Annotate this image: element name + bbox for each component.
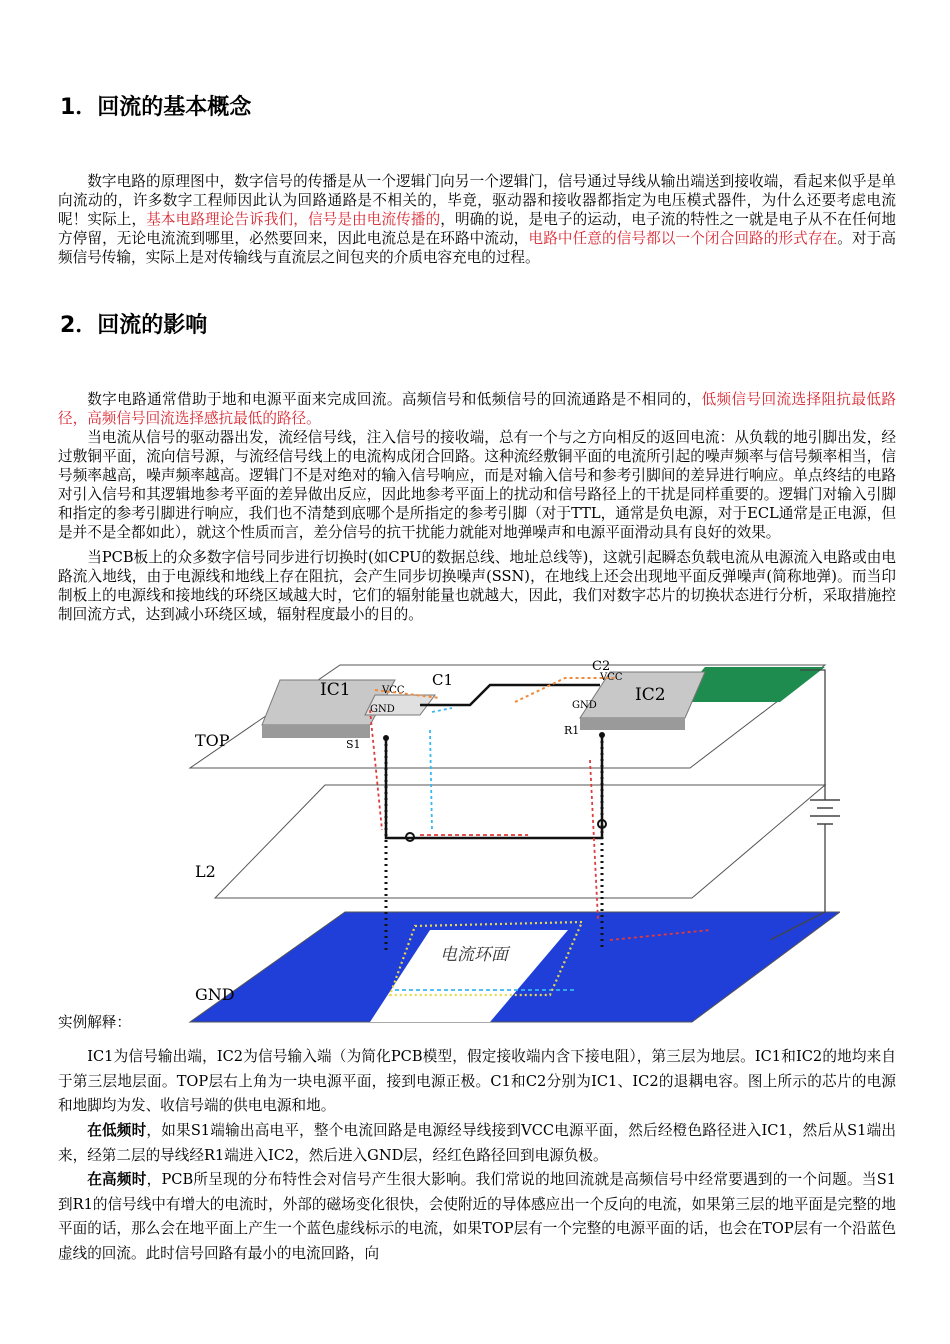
l2-layer-label: L2 — [195, 862, 216, 881]
section-2-paragraph-1 — [58, 390, 896, 428]
l2-plane — [215, 785, 825, 898]
explanation-paragraph-3 — [58, 1168, 896, 1266]
gnd-label: GND — [370, 704, 395, 715]
s1-label: S1 — [346, 738, 361, 751]
vcc-label-2: VCC — [600, 672, 623, 683]
text-run: 数字电路的原理图中，数字信号的传播是从一个逻辑门向另一个逻辑门，信号通过导线从输出端送到接收端，看起来似乎是单向流动的，许多数字工程师因此认为回路通路是不相关的，毕竟，驱动器和接收器都指定为电压模式器件，为什么还要考虑电流呢！实际上， — [58, 173, 896, 228]
low-frequency-label: 在低频时 — [87, 1122, 147, 1139]
ic2-chip-side — [580, 718, 685, 730]
r1-label: R1 — [564, 724, 580, 737]
ic1-label: IC1 — [320, 680, 351, 700]
highlight-text: 基本电路理论告诉我们，信号是由电流传播的 — [146, 211, 441, 228]
c1-label: C1 — [432, 671, 454, 689]
section-2-paragraph-3: 当PCB板上的众多数字信号同步进行切换时(如CPU的数据总线、地址总线等)，这就引起瞬态负载电流从电源流入电路或由电路流入地线，由于电源线和地线上存在阻抗，会产生同步切换噪声(SSN)，在地线上还会出现地平面反弹噪声(简称地弹)。而当印制板上的电源线和接地线的环绕区域越大时，它们的辐射能量也就越大，因此，我们对数字芯片的切换状态进行分析，采取措施控制回流方式，达到减小环绕区域，辐射程度最小的目的。 — [58, 549, 896, 623]
ic2-label: IC2 — [635, 685, 666, 705]
section-1-paragraph — [58, 172, 896, 267]
text-run: 。对于高频信号传输，实际上是对传输线与直流层之间包夹的介质电容充电的过程。 — [58, 230, 896, 266]
c2-label: C2 — [592, 659, 611, 674]
section-1-heading: 1．回流的基本概念 — [60, 95, 252, 120]
ic1-chip-side — [262, 725, 370, 738]
figure-caption: 实例解释： — [58, 1014, 131, 1031]
highlight-text: 低频信号回流选择阻抗最低路径，高频信号回流选择感抗最低的路径。 — [58, 391, 896, 427]
gnd-label-2: GND — [572, 700, 597, 711]
via-pad — [599, 732, 605, 738]
pcb-return-current-diagram — [170, 650, 840, 1025]
text-run: ，明确的说，是电子的运动，电子流的特性之一就是电子从不在任何地方停留，无论电流流到哪里，必然要回来，因此电流总是在环路中流动， — [58, 211, 896, 247]
high-frequency-label: 在高频时 — [87, 1171, 147, 1188]
section-2-heading: 2．回流的影响 — [60, 313, 208, 338]
gnd-layer-label: GND — [195, 985, 235, 1004]
top-layer-label: TOP — [195, 731, 230, 750]
current-loop-label: 电流环面 — [440, 945, 508, 965]
explanation-paragraph-1: IC1为信号输出端，IC2为信号输入端（为简化PCB模型，假定接收端内含下接电阻），第三层为地层。IC1和IC2的地均来自于第三层地层面。TOP层右上角为一块电源平面，接到电源正极。C1和C2分别为IC1、IC2的退耦电容。图上所示的芯片的电源和地脚均为发、收信号端的供电电源和地。 — [58, 1048, 896, 1114]
battery-wire-top — [800, 670, 825, 800]
vcc-label: VCC — [382, 685, 405, 696]
text-run: 数字电路通常借助于地和电源平面来完成回流。高频信号和低频信号的回流通路是不相同的， — [87, 391, 702, 408]
text-run: ，如果S1端输出高电平，整个电流回路是电源经导线接到VCC电源平面，然后经橙色路径进入IC1，然后从S1端出来，经第二层的导线经R1端进入IC2，然后进入GND层，经红色路径回到电源负极。 — [58, 1122, 896, 1164]
explanation-paragraph-2 — [58, 1119, 896, 1168]
via-pad — [383, 735, 389, 741]
text-run: ，PCB所呈现的分布特性会对信号产生很大影响。我们常说的地回流就是高频信号中经常要遇到的一个问题。当S1到R1的信号线中有增大的电流时，外部的磁场变化很快，会使附近的导体感应出一个反向的电流，如果第三层的地平面是完整的地平面的话，那么会在地平面上产生一个蓝色虚线标示的电流，如果TOP层有一个完整的电源平面的话，也会在TOP层有一个沿蓝色虚线的回流。此时信号回路有最小的电流回路，向 — [58, 1171, 896, 1262]
highlight-text: 电路中任意的信号都以一个闭合回路的形式存在 — [528, 230, 838, 247]
section-2-paragraph-2: 当电流从信号的驱动器出发，流经信号线，注入信号的接收端，总有一个与之方向相反的返回电流：从负载的地引脚出发，经过敷铜平面，流向信号源，与流经信号线上的电流构成闭合回路。这种流经敷铜平面的电流所引起的噪声频率与信号频率相当，信号频率越高，噪声频率越高。逻辑门不是对绝对的输入信号响应，而是对输入信号和参考引脚间的差异进行响应。单点终结的电路对引入信号和其逻辑地参考平面的差异做出反应，因此地参考平面上的扰动和信号路径上的干扰是同样重要的。逻辑门对输入引脚和指定的参考引脚进行响应，我们也不清楚到底哪个是所指定的参考引脚（对于TTL，通常是负电源，对于ECL通常是正电源，但是并不是全都如此），就这个性质而言，差分信号的抗干扰能力就能对地弹噪声和电源平面滑动具有良好的效果。 — [58, 429, 896, 541]
